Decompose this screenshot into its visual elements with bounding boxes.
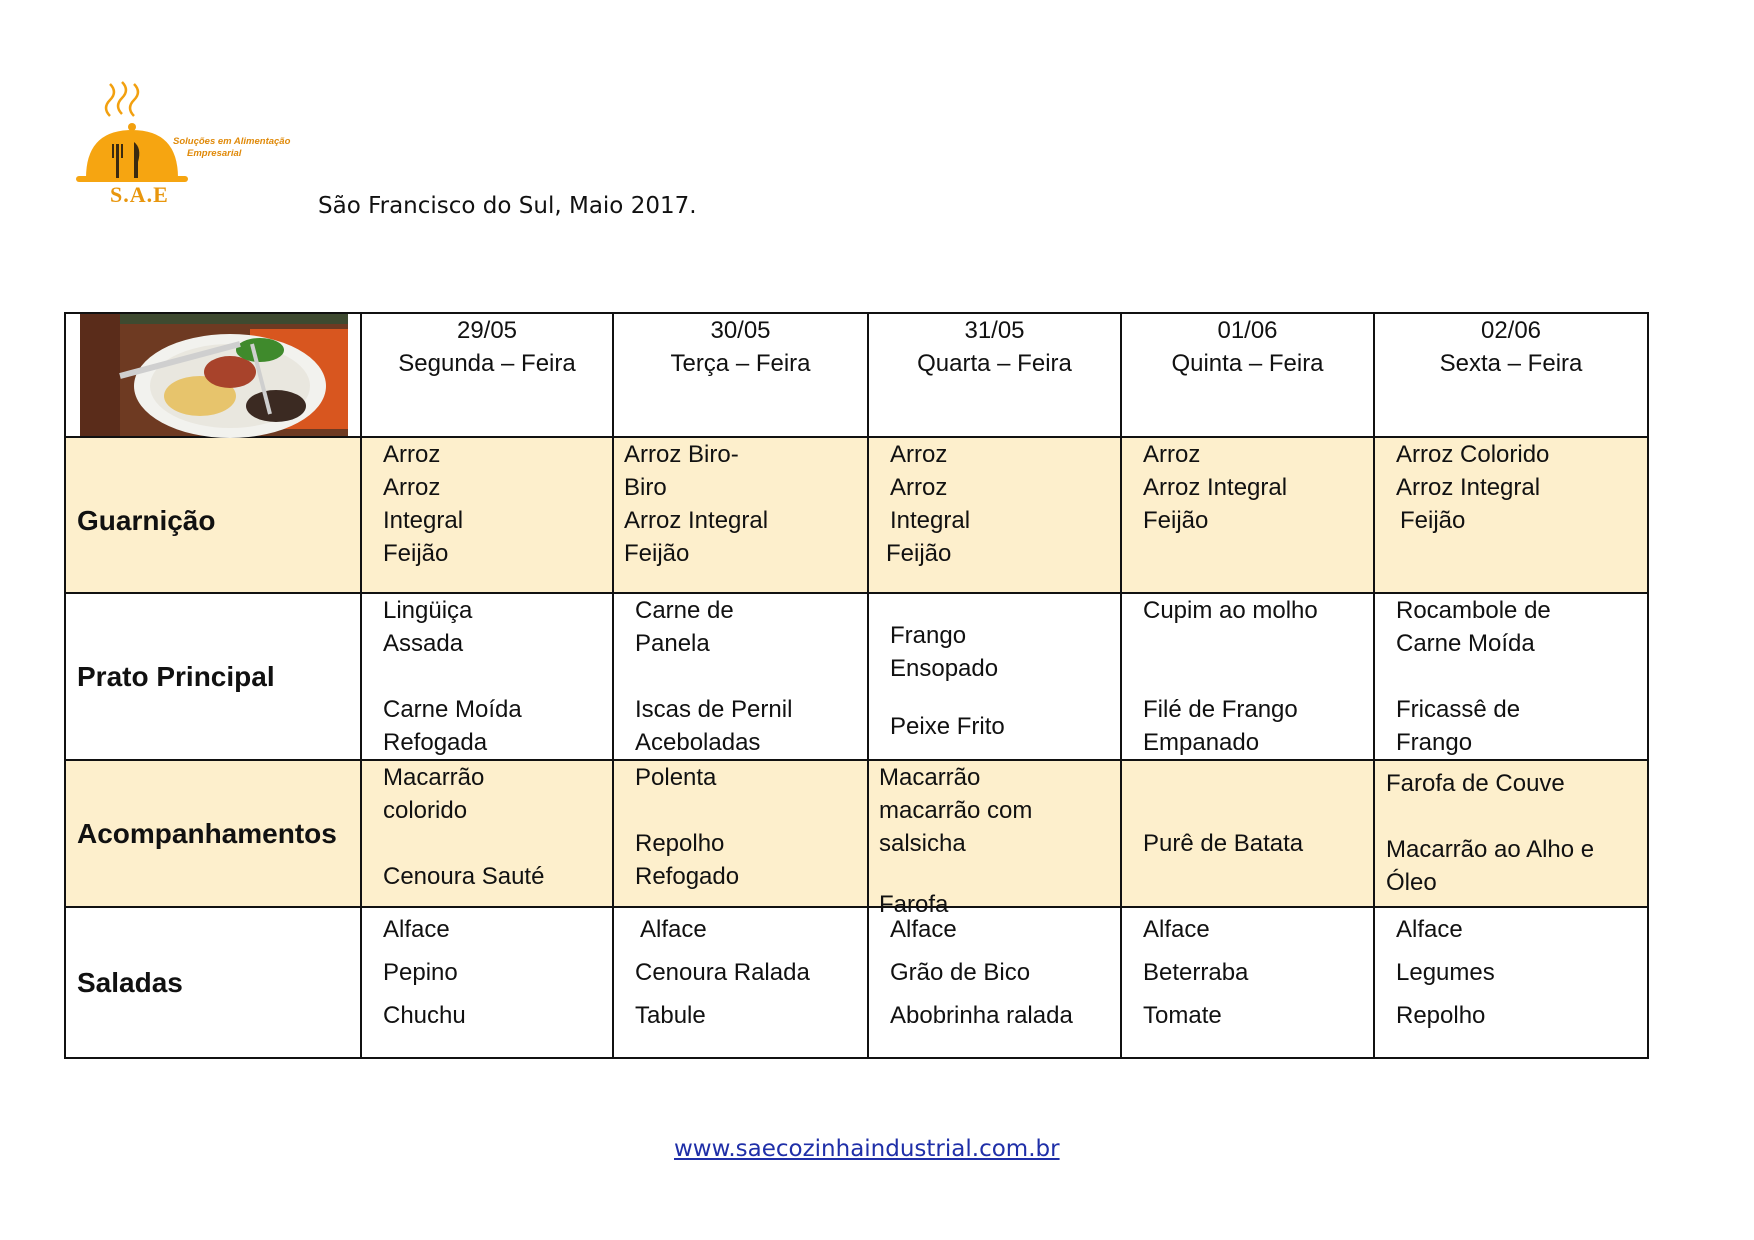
menu-item: Legumes: [1396, 959, 1495, 986]
menu-cell: [613, 907, 868, 1058]
menu-cell: [868, 760, 1121, 918]
day-date: 29/05: [456, 317, 518, 344]
menu-item: Rocambole de: [1396, 597, 1551, 624]
day-header-3: [868, 313, 1121, 437]
acompanhamentos-row: [65, 760, 1648, 907]
menu-item: Panela: [635, 630, 710, 657]
day-date: 01/06: [1217, 317, 1278, 344]
menu-item: Macarrão: [879, 764, 981, 791]
row-label-saladas: Saladas: [65, 907, 361, 1058]
menu-item: Arroz Integral: [1143, 474, 1288, 501]
logo-tagline-line-1: Soluções em Alimentação: [173, 136, 291, 147]
menu-item: Beterraba: [1143, 959, 1249, 986]
menu-item: Macarrão: [383, 764, 485, 791]
menu-item: Lingüiça: [383, 597, 473, 624]
company-logo: [72, 78, 312, 218]
prato-principal-row: [65, 593, 1648, 760]
menu-item: Arroz Biro-: [624, 441, 739, 468]
menu-item: Repolho: [1396, 1002, 1486, 1029]
menu-item: Arroz Integral: [624, 507, 769, 534]
menu-item: Repolho: [635, 830, 725, 857]
menu-cell: [1121, 907, 1374, 1058]
guarnicao-row: [65, 437, 1648, 593]
day-date: 02/06: [1480, 317, 1542, 344]
day-date: 31/05: [964, 317, 1025, 344]
menu-item: Feijão: [886, 540, 952, 567]
menu-item: Aceboladas: [635, 729, 761, 756]
menu-item: Abobrinha ralada: [890, 1002, 1073, 1029]
menu-item: Macarrão ao Alho e: [1386, 836, 1595, 863]
menu-item: Arroz: [383, 474, 441, 501]
menu-cell: [1374, 437, 1648, 593]
menu-item: Arroz: [890, 474, 948, 501]
menu-item: Cenoura Ralada: [635, 959, 810, 986]
menu-item: Farofa: [879, 891, 949, 918]
menu-item: Feijão: [624, 540, 690, 567]
menu-item: Alface: [1143, 916, 1210, 943]
menu-cell: [361, 437, 613, 593]
menu-cell: [1121, 593, 1374, 760]
menu-item: Peixe Frito: [890, 713, 1005, 740]
day-header-5: [1374, 313, 1648, 437]
menu-item: Integral: [890, 507, 971, 534]
menu-cell: [868, 907, 1121, 1058]
menu-item: Assada: [383, 630, 464, 657]
day-weekday: Sexta – Feira: [1439, 350, 1583, 377]
menu-item: Biro: [624, 474, 667, 501]
row-label-prato-principal: Prato Principal: [65, 593, 361, 760]
menu-item: Ensopado: [890, 655, 999, 682]
menu-item: Pepino: [383, 959, 458, 986]
row-label-guarnicao: Guarnição: [65, 437, 361, 593]
menu-item: Frango: [890, 622, 967, 649]
menu-item: Empanado: [1143, 729, 1260, 756]
menu-cell: [613, 437, 868, 593]
menu-item: Feijão: [1143, 507, 1209, 534]
menu-cell: [1374, 760, 1648, 907]
menu-item: Arroz: [1143, 441, 1201, 468]
day-header-1: [361, 313, 613, 437]
menu-item: Alface: [640, 916, 707, 943]
menu-item: Óleo: [1386, 869, 1437, 896]
menu-item: Feijão: [1400, 507, 1466, 534]
menu-item: Carne Moída: [1396, 630, 1535, 657]
menu-cell: [361, 907, 613, 1058]
day-weekday: Quinta – Feira: [1171, 350, 1324, 377]
weekly-menu-table: [64, 312, 1649, 1059]
menu-item: Tomate: [1143, 1002, 1222, 1029]
menu-item: Iscas de Pernil: [635, 696, 793, 723]
food-plate-photo: [80, 314, 348, 436]
menu-item: Alface: [383, 916, 450, 943]
menu-item: Arroz Integral: [1396, 474, 1541, 501]
menu-item: Tabule: [635, 1002, 706, 1029]
menu-item: Alface: [890, 916, 957, 943]
menu-item: Integral: [383, 507, 464, 534]
menu-item: Fricassê de: [1396, 696, 1521, 723]
day-header-2: [613, 313, 868, 437]
menu-item: Purê de Batata: [1143, 830, 1304, 857]
menu-item: Farofa de Couve: [1386, 770, 1565, 797]
food-photo-cell: [65, 313, 361, 437]
menu-item: Arroz: [890, 441, 948, 468]
day-header-4: [1121, 313, 1374, 437]
header-row: [65, 313, 1648, 437]
menu-cell: [361, 760, 613, 907]
website-link[interactable]: www.saecozinhaindustrial.com.br: [674, 1136, 1060, 1162]
day-date: 30/05: [710, 317, 771, 344]
menu-cell: [868, 437, 1121, 593]
menu-item: Polenta: [635, 764, 717, 791]
menu-cell: [613, 760, 868, 907]
menu-item: Filé de Frango: [1143, 696, 1298, 723]
menu-item: Feijão: [383, 540, 449, 567]
menu-item: Alface: [1396, 916, 1463, 943]
menu-item: Refogado: [635, 863, 740, 890]
logo-name: S.A.E: [110, 182, 169, 207]
logo-tagline-line-2: Empresarial: [187, 148, 242, 159]
place-date: São Francisco do Sul, Maio 2017.: [318, 193, 697, 219]
day-weekday: Quarta – Feira: [917, 350, 1072, 377]
menu-cell: [361, 593, 613, 760]
menu-cell: [1374, 593, 1648, 760]
menu-cell: [1121, 760, 1374, 907]
menu-item: Arroz Colorido: [1396, 441, 1550, 468]
menu-item: Refogada: [383, 729, 488, 756]
day-weekday: Segunda – Feira: [398, 350, 576, 377]
menu-cell: [1121, 437, 1374, 593]
menu-item: colorido: [383, 797, 468, 824]
saladas-row: [65, 907, 1648, 1058]
menu-item: Arroz: [383, 441, 441, 468]
menu-cell: [613, 593, 868, 760]
menu-item: Carne de: [635, 597, 734, 624]
menu-item: Cenoura Sauté: [383, 863, 545, 890]
menu-item: Grão de Bico: [890, 959, 1031, 986]
menu-item: macarrão com: [879, 797, 1033, 824]
menu-item: Cupim ao molho: [1143, 597, 1318, 624]
menu-item: Frango: [1396, 729, 1473, 756]
menu-cell: [868, 593, 1121, 760]
menu-item: salsicha: [879, 830, 966, 857]
day-weekday: Terça – Feira: [670, 350, 811, 377]
row-label-acompanhamentos: Acompanhamentos: [65, 760, 361, 907]
logo-tagline: [173, 136, 323, 160]
menu-item: Carne Moída: [383, 696, 522, 723]
menu-item: Chuchu: [383, 1002, 466, 1029]
menu-cell: [1374, 907, 1648, 1058]
